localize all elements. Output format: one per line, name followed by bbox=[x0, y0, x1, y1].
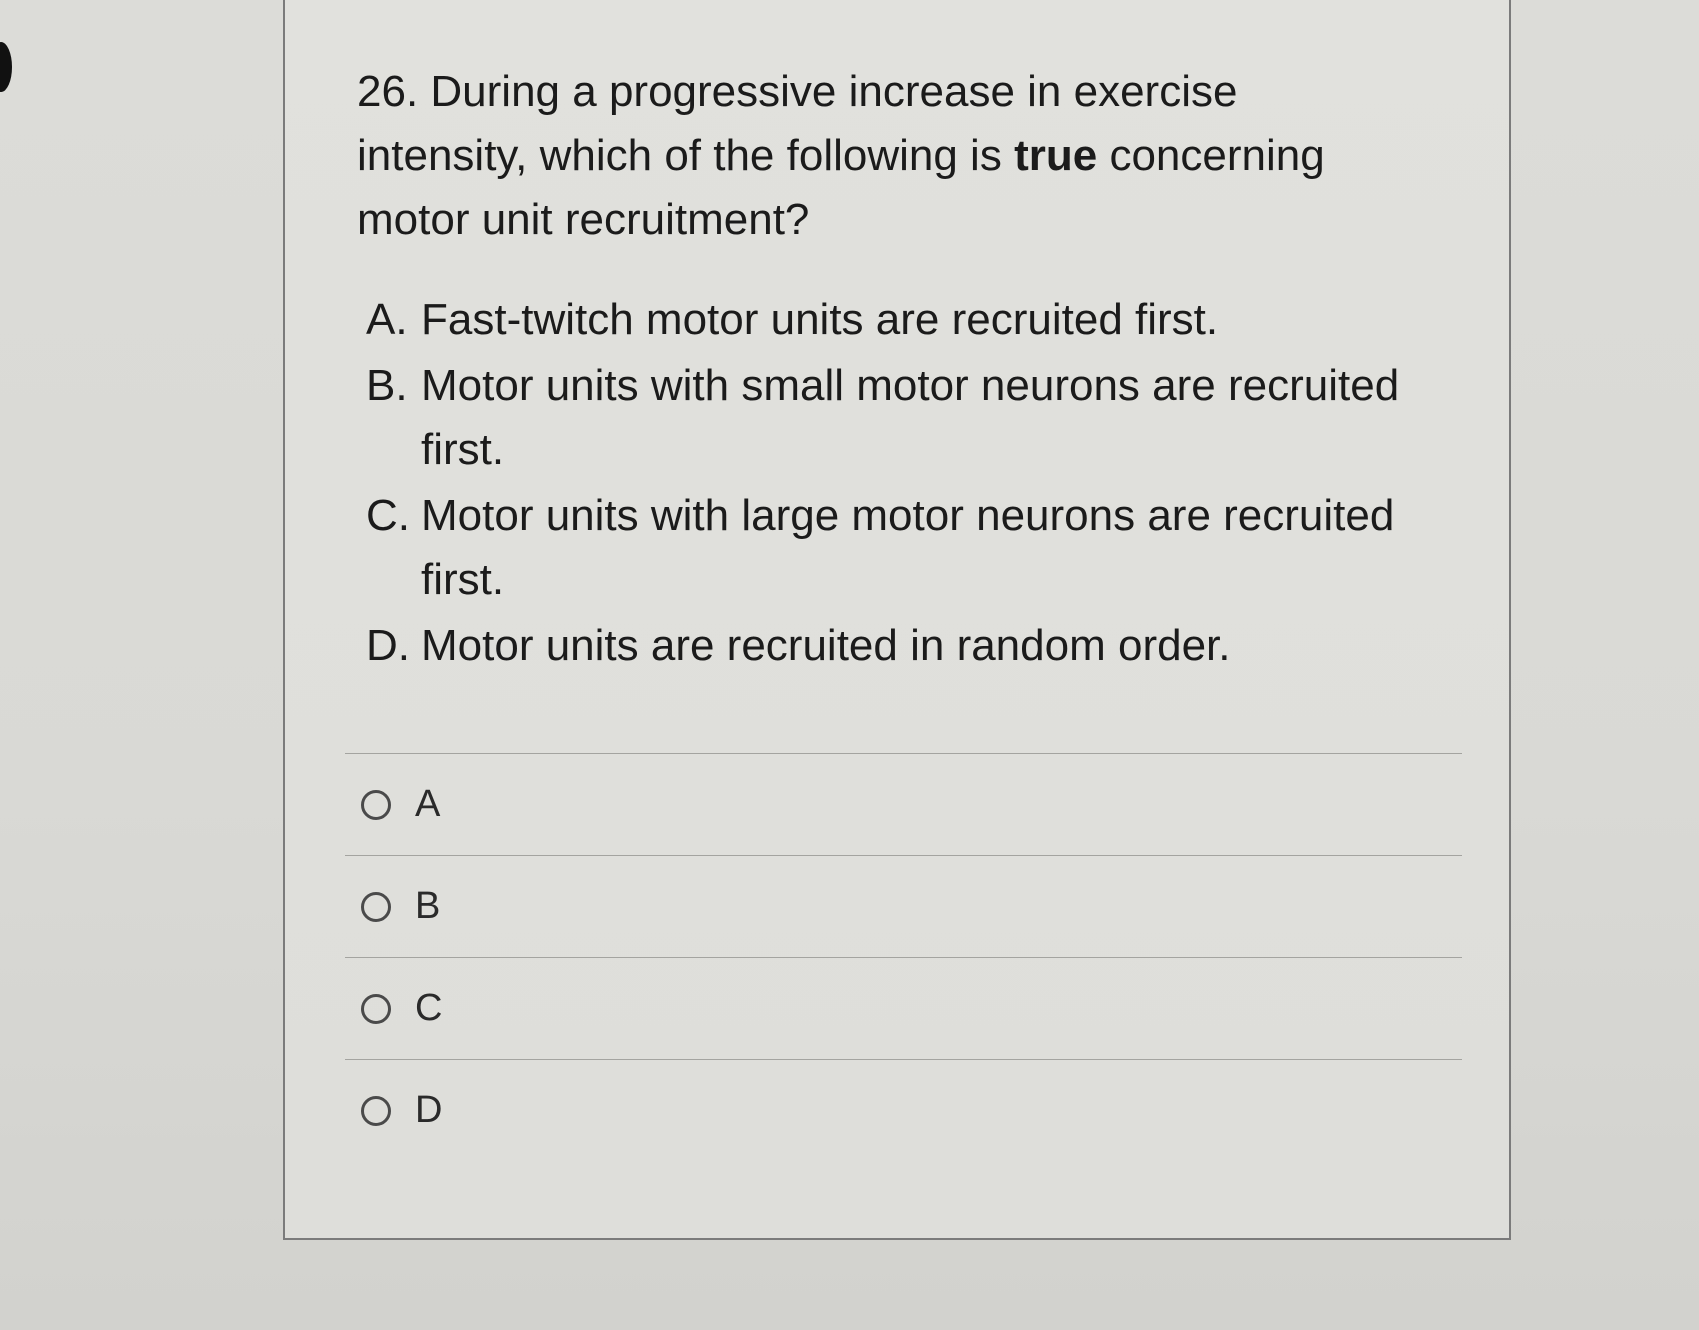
choice-letter: C. bbox=[366, 491, 410, 540]
choice-letter: D. bbox=[366, 621, 410, 670]
radio-button-a[interactable] bbox=[361, 790, 391, 820]
radio-button-c[interactable] bbox=[361, 994, 391, 1024]
choice-item-c bbox=[366, 484, 1446, 612]
choice-text: Fast-twitch motor units are recruited first. bbox=[421, 295, 1219, 344]
answer-option-d[interactable] bbox=[345, 1060, 1462, 1161]
choice-item-a bbox=[366, 288, 1446, 352]
answer-option-b[interactable] bbox=[345, 856, 1462, 957]
screen-edge-mark bbox=[0, 42, 12, 92]
question-text-start: During a progressive increase in exercise intensity, which of the following is bbox=[357, 67, 1238, 180]
choice-list bbox=[366, 288, 1446, 680]
answer-option-a[interactable] bbox=[345, 754, 1462, 855]
choice-item-b bbox=[366, 354, 1446, 482]
question-prompt bbox=[357, 60, 1417, 252]
answer-options bbox=[345, 753, 1462, 1161]
answer-option-label: B bbox=[415, 885, 441, 927]
question-emphasis: true bbox=[1014, 131, 1098, 180]
choice-text: Motor units with small motor neurons are recruited first. bbox=[421, 361, 1400, 474]
question-text-end: concerning motor unit recruitment? bbox=[357, 131, 1325, 244]
choice-letter: B. bbox=[366, 361, 408, 410]
question-number: 26. bbox=[357, 67, 419, 116]
answer-option-label: C bbox=[415, 987, 443, 1029]
answer-option-c[interactable] bbox=[345, 958, 1462, 1059]
answer-option-label: D bbox=[415, 1089, 443, 1131]
choice-letter: A. bbox=[366, 295, 408, 344]
radio-button-b[interactable] bbox=[361, 892, 391, 922]
choice-item-d bbox=[366, 614, 1446, 678]
choice-text: Motor units are recruited in random order. bbox=[421, 621, 1231, 670]
radio-button-d[interactable] bbox=[361, 1096, 391, 1126]
answer-option-label: A bbox=[415, 783, 441, 825]
question-card bbox=[283, 0, 1511, 1240]
choice-text: Motor units with large motor neurons are recruited first. bbox=[421, 491, 1395, 604]
